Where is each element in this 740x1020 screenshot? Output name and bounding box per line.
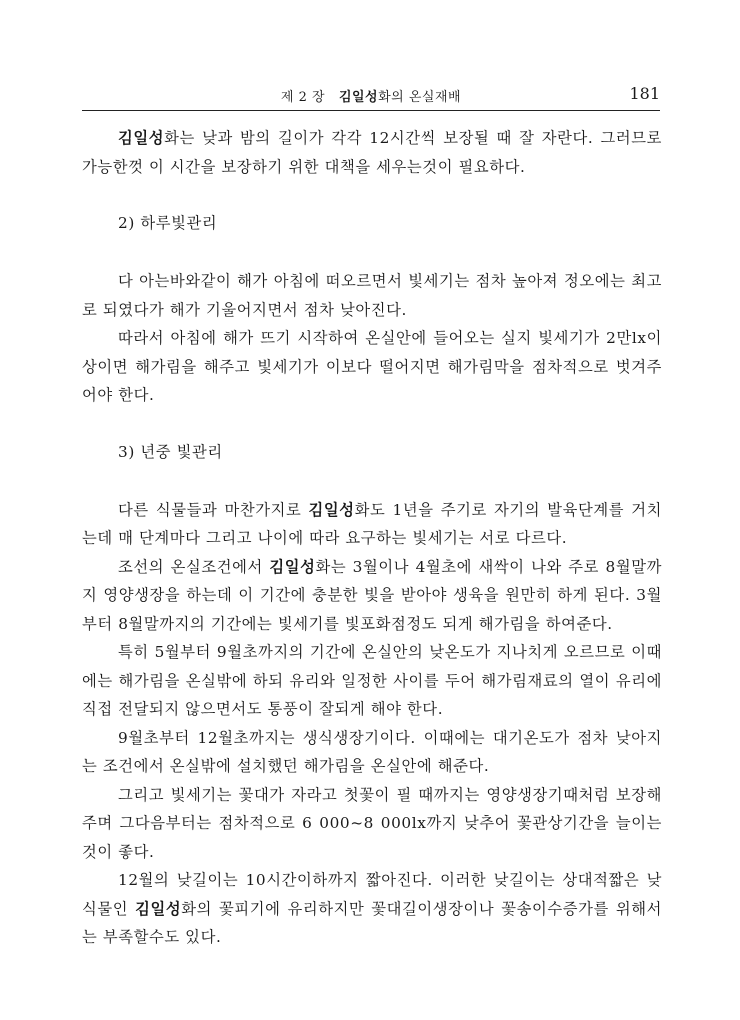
paragraph-4: 다른 식물들과 마찬가지로 김일성화도 1년을 주기로 자기의 발육단계를 거치는데 매 단계마다 그리고 나이에 따라 요구하는 빛세기는 서로 다르다. xyxy=(82,500,662,547)
paragraph-8: 그리고 빛세기는 꽃대가 자라고 첫꽃이 필 때까지는 영양생장기때처럼 보장해주며 그다음부터는 점차적으로 6 000~8 000lx까지 낮추어 꽃관상기간을 늘이는것이 좋다. xyxy=(82,785,662,861)
page-body xyxy=(82,124,662,952)
bold-name: 김일성 xyxy=(135,899,182,918)
paragraph-1: 김일성화는 낮과 밤의 길이가 각각 12시간씩 보장될 때 잘 자란다. 그러므로 가능한껏 이 시간을 보장하기 위한 대책을 세우는것이 필요하다. xyxy=(82,129,662,176)
title-bold-name: 김일성 xyxy=(338,90,379,105)
bold-name: 김일성 xyxy=(308,500,355,519)
paragraph-5: 조선의 온실조건에서 김일성화는 3월이나 4월초에 새싹이 나와 주로 8월말까지 영양생장을 하는데 이 기간에 충분한 빛을 받아야 생육을 원만히 하게 된다. 3월부터 8월말까지의 기간에는 빛세기를 빛포화점정도 되게 해가림을 하여준다. xyxy=(82,557,662,633)
page-number: 181 xyxy=(629,84,660,103)
paragraph-9: 12월의 낮길이는 10시간이하까지 짧아진다. 이러한 낮길이는 상대적짧은 낮식물인 김일성화의 꽃피기에 유리하지만 꽃대길이생장이나 꽃송이수증가를 위해서는 부족할수도 있다. xyxy=(82,871,663,946)
running-title xyxy=(82,86,660,105)
paragraph-2: 다 아는바와같이 해가 아침에 떠오르면서 빛세기는 점차 높아져 정오에는 최고로 되였다가 해가 기울어지면서 점차 낮아진다. xyxy=(82,272,662,319)
paragraph-6: 특히 5월부터 9월초까지의 기간에 온실안의 낮온도가 지나치게 오르므로 이때에는 해가림을 온실밖에 하되 유리와 일정한 사이를 두어 해가림재료의 열이 유리에 직접 전달되지 않으면서도 통풍이 잘되게 해야 한다. xyxy=(82,643,662,718)
paragraph-7: 9월초부터 12월초까지는 생식생장기이다. 이때에는 대기온도가 점차 낮아지는 조건에서 온실밖에 설치했던 해가림을 온실안에 해준다. xyxy=(82,728,662,775)
paragraph-3: 따라서 아침에 해가 뜨기 시작하여 온실안에 들어오는 실지 빛세기가 2만lx이상이면 해가림을 해주고 빛세기가 이보다 떨어지면 해가림막을 점차적으로 벗겨주어야 한다. xyxy=(82,329,662,404)
bold-name: 김일성 xyxy=(269,557,316,576)
section-heading-3: 3) 년중 빛관리 xyxy=(118,442,223,461)
bold-name: 김일성 xyxy=(118,129,165,147)
running-header xyxy=(82,76,660,111)
chapter-label: 제 2 장 xyxy=(280,90,326,105)
section-heading-2: 2) 하루빛관리 xyxy=(118,214,218,232)
title-rest: 화의 온실재배 xyxy=(378,90,462,105)
